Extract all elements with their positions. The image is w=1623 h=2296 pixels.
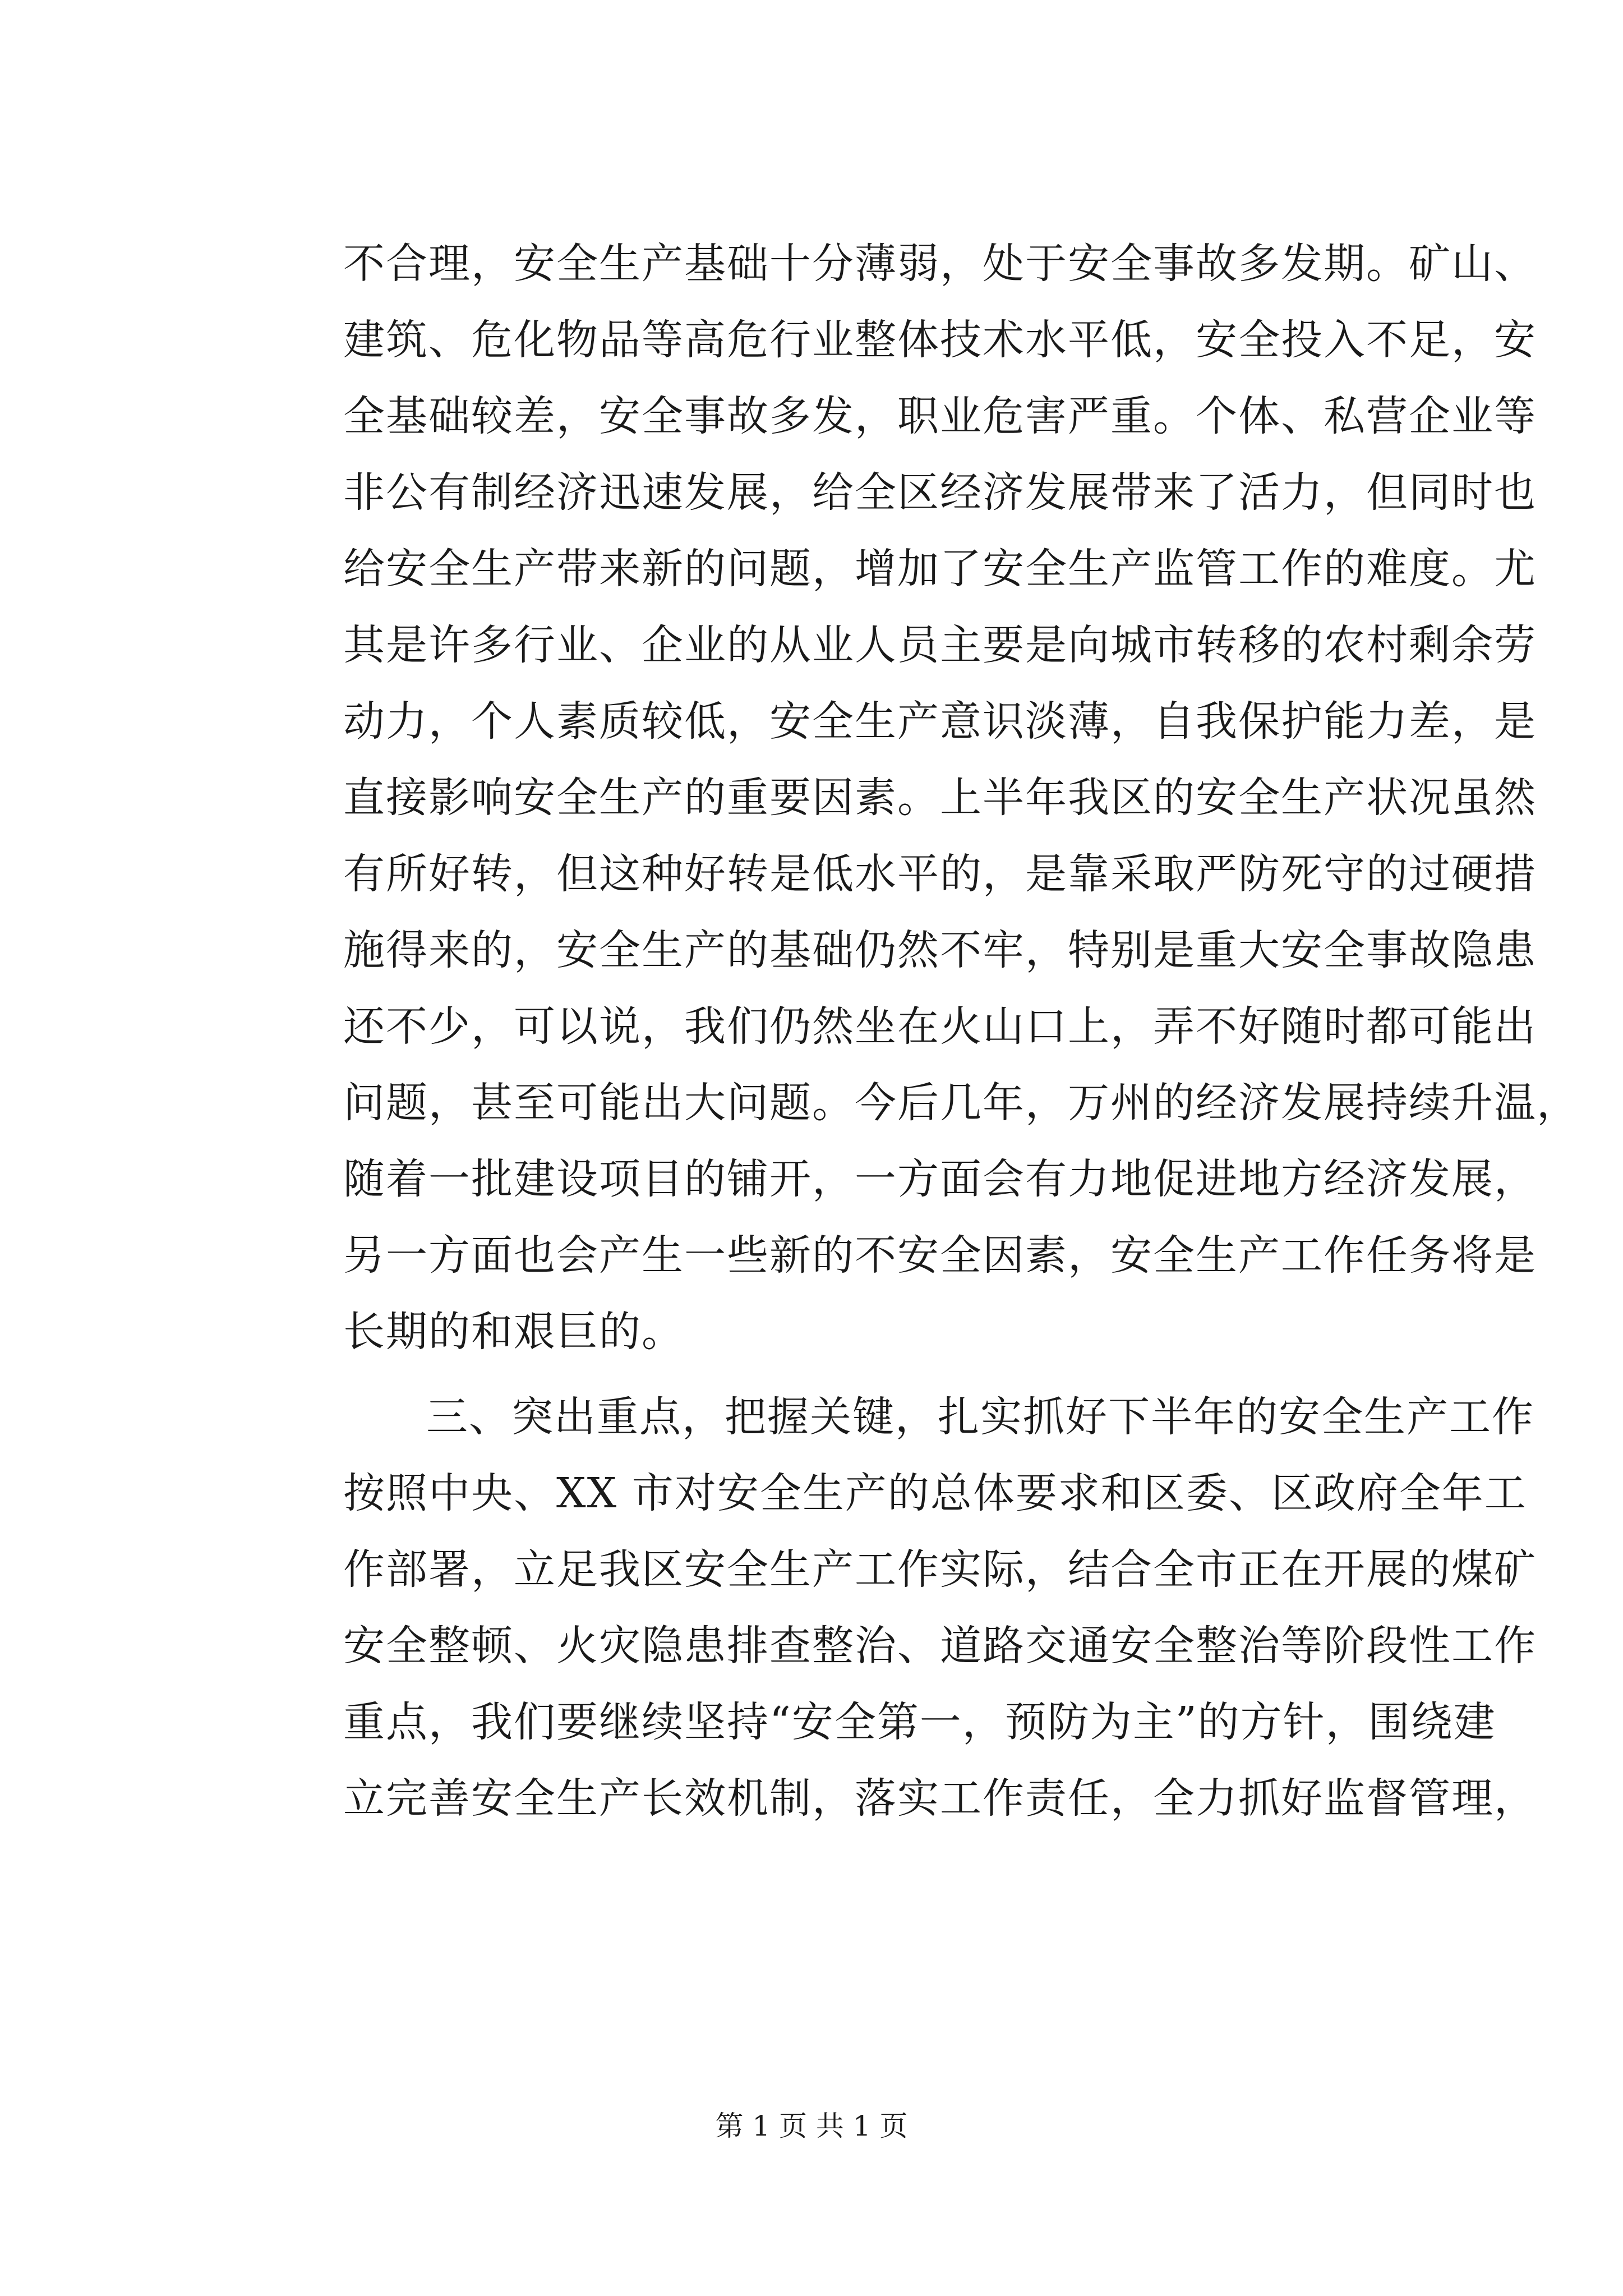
body-text-line: 另一方面也会产生一些新的不安全因素，安全生产工作任务将是: [343, 1231, 1537, 1280]
body-text-line: 施得来的，安全生产的基础仍然不牢，特别是重大安全事故隐患: [343, 926, 1537, 974]
body-text-line: 有所好转，但这种好转是低水平的，是靠采取严防死守的过硬措: [343, 850, 1537, 898]
body-text-line: 给安全生产带来新的问题，增加了安全生产监管工作的难度。尤: [343, 545, 1537, 593]
body-text-line: 非公有制经济迅速发展，给全区经济发展带来了活力，但同时也: [343, 468, 1537, 517]
body-text-line: 不合理，安全生产基础十分薄弱，处于安全事故多发期。矿山、: [343, 240, 1537, 288]
body-text-line: 作部署，立足我区安全生产工作实际，结合全市正在开展的煤矿: [343, 1545, 1537, 1594]
body-text-line: 问题，甚至可能出大问题。今后几年，万州的经济发展持续升温，: [343, 1079, 1579, 1127]
section-heading: 三、突出重点，把握关键，扎实抓好下半年的安全生产工作: [426, 1393, 1534, 1441]
body-text-line: 安全整顿、火灾隐患排查整治、道路交通安全整治等阶段性工作: [343, 1622, 1537, 1670]
body-text-line: 立完善安全生产长效机制，落实工作责任，全力抓好监督管理，: [343, 1774, 1537, 1823]
body-text-line: 重点，我们要继续坚持“安全第一，预防为主”的方针，围绕建: [343, 1698, 1496, 1746]
body-text-line: 长期的和艰巨的。: [343, 1308, 684, 1356]
body-text-line: 按照中央、XX 市对安全生产的总体要求和区委、区政府全年工: [343, 1469, 1527, 1517]
body-text-line: 直接影响安全生产的重要因素。上半年我区的安全生产状况虽然: [343, 774, 1537, 822]
body-text-line: 随着一批建设项目的铺开，一方面会有力地促进地方经济发展，: [343, 1155, 1537, 1203]
body-text-line: 全基础较差，安全事故多发，职业危害严重。个体、私营企业等: [343, 392, 1537, 440]
body-text-line: 动力，个人素质较低，安全生产意识淡薄，自我保护能力差，是: [343, 697, 1537, 746]
body-text-line: 还不少，可以说，我们仍然坐在火山口上，弄不好随时都可能出: [343, 1002, 1537, 1051]
body-text-line: 建筑、危化物品等高危行业整体技术水平低，安全投入不足，安: [343, 316, 1537, 364]
body-text-line: 其是许多行业、企业的从业人员主要是向城市转移的农村剩余劳: [343, 621, 1537, 669]
page-footer: 第 1 页 共 1 页: [715, 2110, 908, 2142]
